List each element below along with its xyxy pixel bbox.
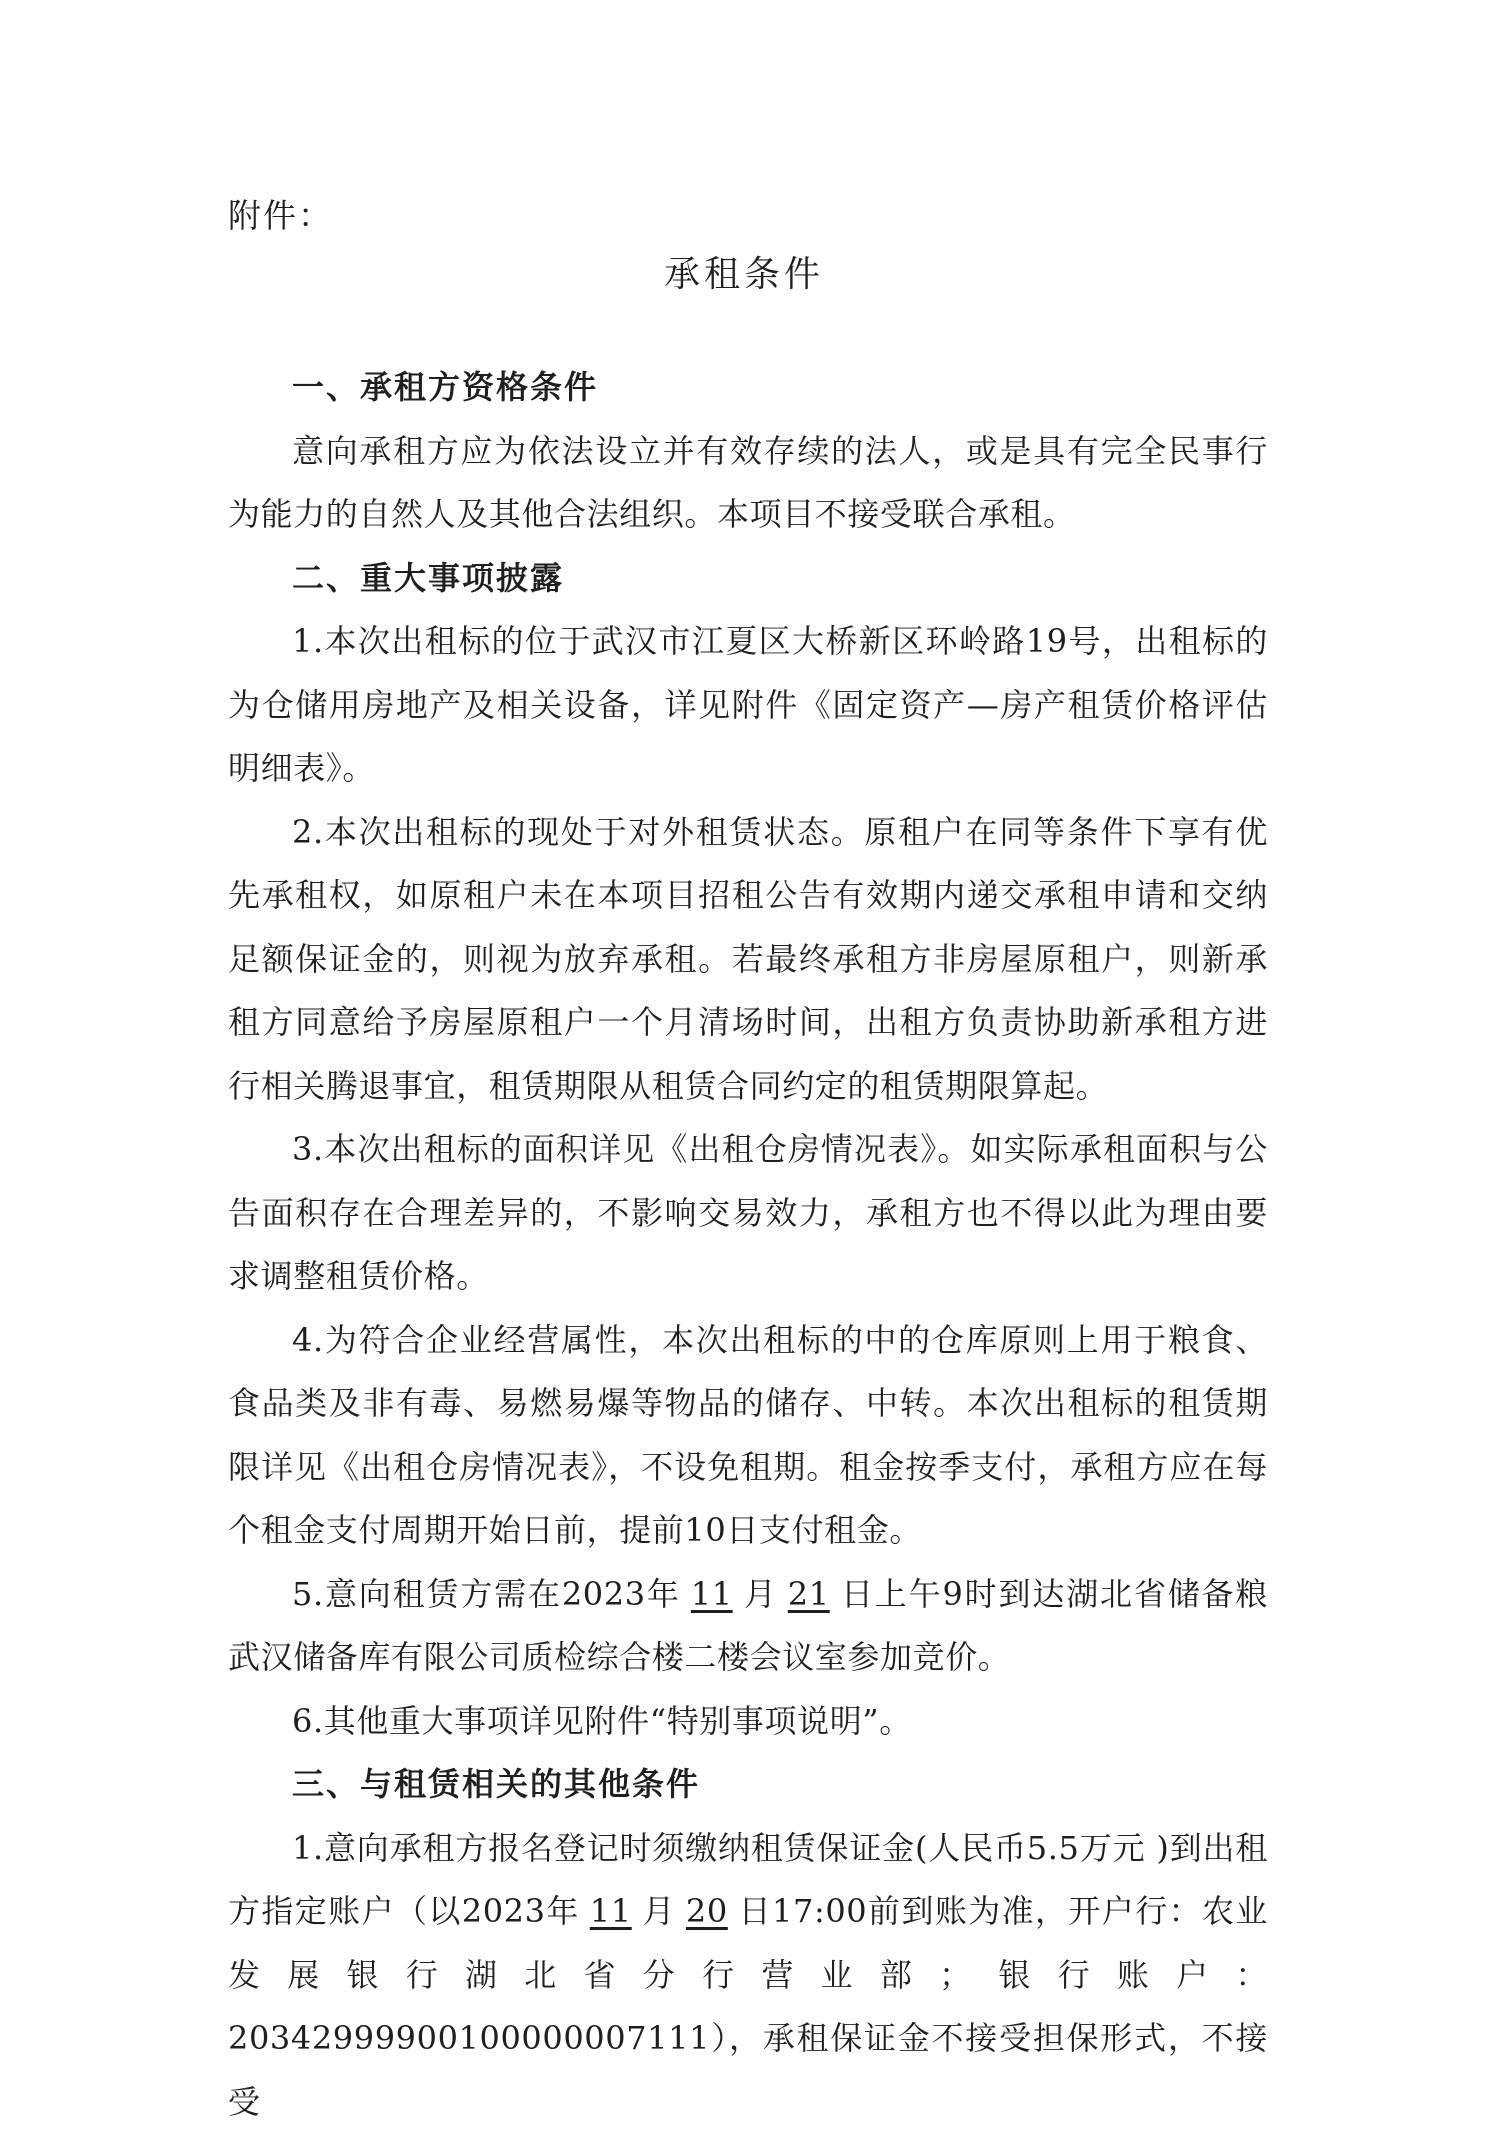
other-1-part-a: 1.意向承租方报名登记时须缴纳租赁保证金(人民币5.5万元 )到出租方指定账户（以2023年 [228, 1829, 1268, 1931]
paragraph-disclosure-6: 6.其他重大事项详见附件“特别事项说明”。 [228, 1690, 1268, 1754]
disclosure-5-part-c: 日上午9时到达湖北省储备粮武汉储备库有限公司质检综合楼二楼会议室参加竞价。 [228, 1575, 1268, 1677]
bidding-month: 11 [681, 1575, 743, 1613]
paragraph-qualification: 意向承租方应为依法设立并有效存续的法人，或是具有完全民事行为能力的自然人及其他合法组织。本项目不接受联合承租。 [228, 420, 1268, 547]
document-body [228, 356, 1268, 2134]
paragraph-other-1 [228, 1817, 1268, 2134]
deposit-day: 20 [676, 1892, 738, 1930]
disclosure-5-part-b: 月 [743, 1575, 778, 1613]
paragraph-disclosure-2: 2.本次出租标的现处于对外租赁状态。原租户在同等条件下享有优先承租权，如原租户未在本项目招租公告有效期内递交承租申请和交纳足额保证金的，则视为放弃承租。若最终承租方非房屋原租户，则新承租方同意给予房屋原租户一个月清场时间，出租方负责协助新承租方进行相关腾退事宜，租赁期限从租赁合同约定的租赁期限算起。 [228, 801, 1268, 1119]
deposit-month: 11 [580, 1892, 642, 1930]
paragraph-disclosure-5 [228, 1563, 1268, 1690]
bidding-day: 21 [778, 1575, 840, 1613]
other-1-part-b: 月 [642, 1892, 676, 1930]
disclosure-5-part-a: 5.意向租赁方需在2023年 [292, 1575, 681, 1613]
section-heading-qualification: 一、承租方资格条件 [228, 356, 1268, 420]
section-heading-disclosure: 二、重大事项披露 [228, 547, 1268, 611]
document-title: 承租条件 [0, 246, 1488, 297]
paragraph-disclosure-1: 1.本次出租标的位于武汉市江夏区大桥新区环岭路19号，出租标的为仓储用房地产及相关设备，详见附件《固定资产—房产租赁价格评估明细表》。 [228, 610, 1268, 801]
paragraph-disclosure-4: 4.为符合企业经营属性，本次出租标的中的仓库原则上用于粮食、食品类及非有毒、易燃易爆等物品的储存、中转。本次出租标的租赁期限详见《出租仓房情况表》，不设免租期。租金按季支付，承租方应在每个租金支付周期开始日前，提前10日支付租金。 [228, 1309, 1268, 1563]
attachment-label: 附件： [228, 190, 333, 237]
paragraph-disclosure-3: 3.本次出租标的面积详见《出租仓房情况表》。如实际承租面积与公告面积存在合理差异的，不影响交易效力，承租方也不得以此为理由要求调整租赁价格。 [228, 1118, 1268, 1309]
section-heading-other-conditions: 三、与租赁相关的其他条件 [228, 1753, 1268, 1817]
other-1-part-c: 日17:00前到账为准，开户行：农业发展银行湖北省分行营业部；银行账户：20342999900100000007111），承租保证金不接受担保形式，不接受 [228, 1892, 1268, 2121]
